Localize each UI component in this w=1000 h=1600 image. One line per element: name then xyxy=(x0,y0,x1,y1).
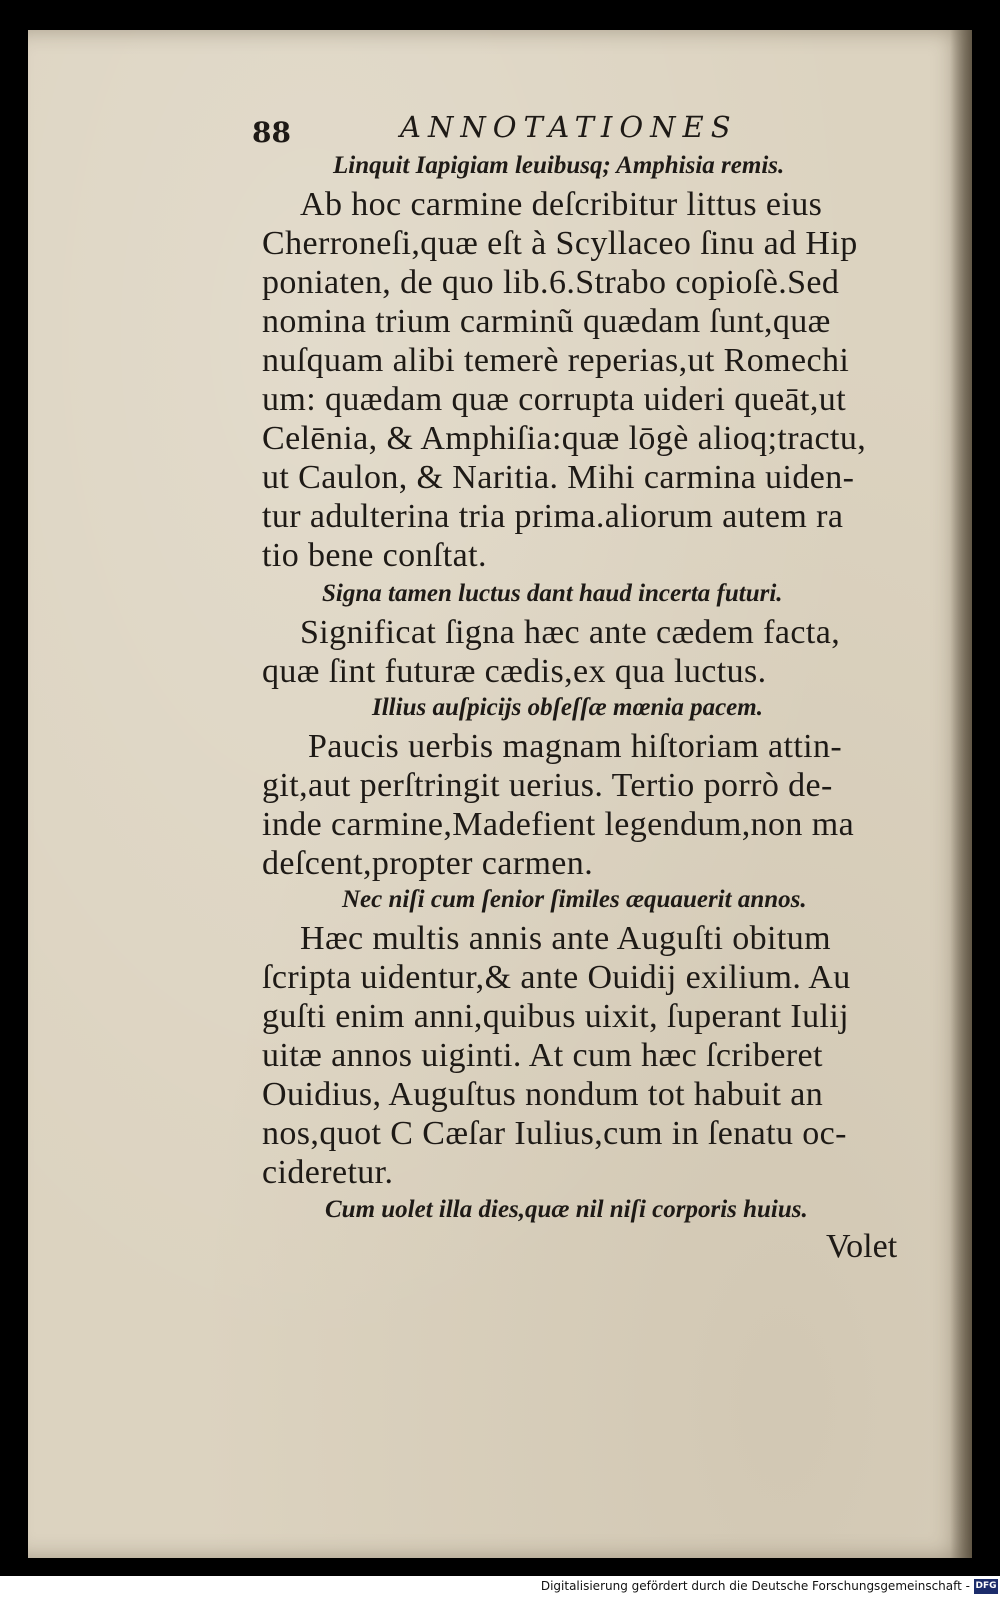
prose-line: Celēnia, & Amphiſia:quæ lōgè alioq;tractu, xyxy=(262,420,867,457)
prose-line: Cherroneſi,quæ eſt à Scyllaceo ſinu ad Hip xyxy=(262,225,858,262)
verse-lemma: Signa tamen luctus dant haud incerta futuri. xyxy=(322,580,783,607)
prose-line: Hæc multis annis ante Auguſti obitum xyxy=(300,920,831,957)
prose-line: uitæ annos uiginti. At cum hæc ſcriberet xyxy=(262,1037,823,1074)
page-number: 88 xyxy=(252,116,291,149)
prose-line: Paucis uerbis magnam hiſtoriam attin- xyxy=(308,728,843,765)
prose-line: guſti enim anni,quibus uixit, ſuperant Iulij xyxy=(262,998,850,1035)
prose-line: git,aut perſtringit uerius. Tertio porrò de- xyxy=(262,767,833,804)
digitization-footer xyxy=(0,1576,1000,1600)
prose-line: nos,quot C Cæſar Iulius,cum in ſenatu oc- xyxy=(262,1115,847,1152)
verse-lemma: Linquit Iapigiam leuibusq; Amphisia remis. xyxy=(333,152,785,179)
prose-line: inde carmine,Madefient legendum,non ma xyxy=(262,806,855,843)
verse-lemma: Nec niſi cum ſenior ſimiles æquauerit annos. xyxy=(342,886,807,913)
prose-line: um: quædam quæ corrupta uideri queāt,ut xyxy=(262,381,847,418)
prose-line: ſcripta uidentur,& ante Ouidij exilium. Au xyxy=(262,959,851,996)
prose-line: Ab hoc carmine deſcribitur littus eius xyxy=(300,186,823,223)
prose-line: ut Caulon, & Naritia. Mihi carmina uiden- xyxy=(262,459,855,496)
prose-line: deſcent,propter carmen. xyxy=(262,845,594,882)
prose-line: poniaten, de quo lib.6.Strabo copioſè.Sed xyxy=(262,264,840,301)
page-gutter-shadow xyxy=(950,30,972,1558)
prose-line: Significat ſigna hæc ante cædem facta, xyxy=(300,614,841,651)
verse-lemma: Cum uolet illa dies,quæ nil niſi corporis huius. xyxy=(325,1196,808,1223)
prose-line: nuſquam alibi temerè reperias,ut Romechi xyxy=(262,342,850,379)
prose-line: tur adulterina tria prima.aliorum autem ra xyxy=(262,498,844,535)
funding-credit: Digitalisierung gefördert durch die Deutsche Forschungsgemeinschaft - xyxy=(540,1579,970,1593)
prose-line: Ouidius, Auguſtus nondum tot habuit an xyxy=(262,1076,824,1113)
prose-line: nomina trium carminũ quædam ſunt,quæ xyxy=(262,303,831,340)
prose-line: quæ ſint futuræ cædis,ex qua luctus. xyxy=(262,653,767,690)
prose-line: cideretur. xyxy=(262,1154,394,1191)
dfg-logo: DFG xyxy=(974,1579,998,1594)
running-head: ANNOTATIONES xyxy=(400,110,738,144)
verse-lemma: Illius auſpicijs obſeſſæ mœnia pacem. xyxy=(372,694,763,721)
catchword: Volet xyxy=(826,1228,898,1265)
prose-line: tio bene conſtat. xyxy=(262,537,487,574)
